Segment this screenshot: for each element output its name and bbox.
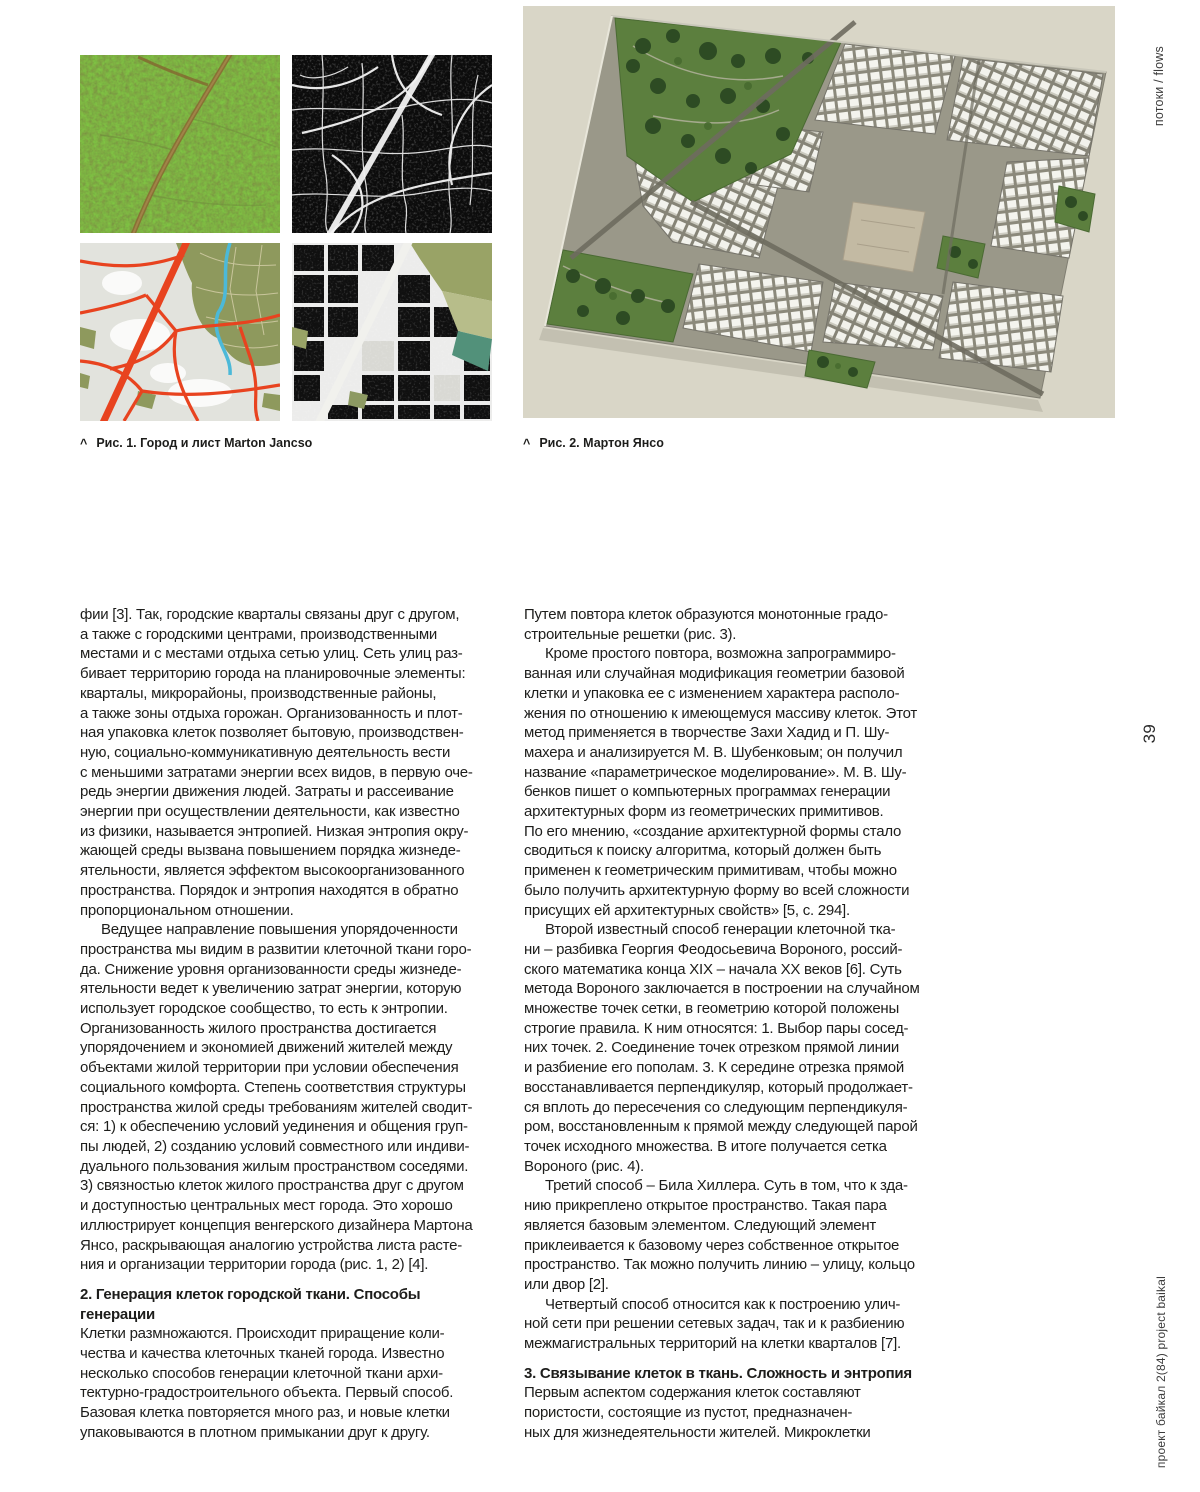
paragraph: Кроме простого повтора, возможна запрограммиро- ванная или случайная модификация геометрии базовой клетки и упаковка ее с изменением характера располо- жения по отношению к имеющемуся массиву клеток. Этот метод применяется в творчестве Захи Хадид и П. Шу- махера и анализируется М. В. Шубенковым; он получил название «параметрическое моделирование». М. В. Шу- бенков пишет о компьютерных программах генерации архитектурных форм из геометрических примитивов. По его мнению, «создание архитектурной формы стало сводиться к поиску алгоритма, который должен быть применен к геометрическим примитивам, чтобы можно было получить архитектурную форму во всей сложности присущих ей архитектурных свойств» [5, с. 294]. [524, 645, 918, 919]
figure-caption-marker: ^ [523, 437, 531, 451]
figure-caption-marker: ^ [80, 437, 88, 451]
paragraph: Ведущее направление повышения упорядоченности пространства мы видим в развитии клеточной ткани горо- да. Снижение уровня организованности среды жизнеде- ятельности ведет к увеличению затрат энергии, которую использует городское сообщество, то есть к энтропии. Организованность жилого пространства достигается упорядочением и экономией движений жителей между объектами жилой территории при условии обеспечения социального комфорта. Степень соответствия структуры пространства жилой среды требованиям жителей сводит- ся: 1) к обеспечению условий уединения и общения груп- пы людей, 2) созданию условий совместного или индиви- дуального пользования жилым пространством соседями. 3) связностью клеток жилого пространства друг с другом и доступностью центральных мест города. Это хорошо иллюстрирует концепция венгерского дизайнера Мартона Янсо, раскрывающая аналогию устройства листа расте- ния и организации территории города (рис. 1, 2) [4]. [80, 921, 473, 1274]
paragraph: Первым аспектом содержания клеток составляют пористости, состоящие из пустот, предназначен- ных для жизнедеятельности жителей. Микроклетки [524, 1384, 871, 1441]
paragraph: Третий способ – Била Хиллера. Суть в том, что к зда- нию прикреплено открытое пространство. Такая пара является базовым элементом. Следующий элемент приклеивается к базовому через собственное открытое пространство. Так можно получить линию – улицу, кольцо или двор [2]. [524, 1177, 915, 1293]
margin-label-rubric: потоки / flows [1152, 46, 1166, 127]
fig1-panel-city-blocks-map [292, 243, 492, 421]
margin-label-journal: проект байкал 2(84) project baikal [1154, 1276, 1168, 1469]
page-number: 39 [1140, 724, 1159, 744]
fig1-panel-leaf-vein-network [292, 55, 492, 233]
figure-1-grid [80, 55, 492, 421]
paragraph: фии [3]. Так, городские кварталы связаны друг с другом, а также с городскими центрами, производственными местами и с местами отдыха сетью улиц. Сеть улиц раз- бивает территорию города на планировочные элементы: кварталы, микрорайоны, производственные районы, а также зоны отдыха горожан. Организованность и плот- ная упаковка клеток позволяет бытовую, производствен- ную, социально-коммуникативную деятельность вести с меньшими затратами энергии всех видов, в первую оче- редь энергии движения людей. Затраты и рассеивание энергии при осуществлении деятельности, как известно из физики, называется энтропией. Низкая энтропия окру- жающей среды вызвана повышением порядка жизнеде- ятельности, является эффектом высокоорганизованного пространства. Порядок и энтропия находятся в обратно пропорциональном отношении. [80, 606, 473, 919]
figure-2-caption-text: Рис. 2. Мартон Янсо [539, 436, 664, 450]
text-column-right [524, 605, 958, 1443]
figure-2-image [523, 6, 1115, 418]
fig1-panel-leaf-photo [80, 55, 280, 233]
paragraph: Путем повтора клеток образуются монотонные градо- строительные решетки (рис. 3). [524, 606, 888, 643]
figure-2-caption [523, 436, 664, 450]
paragraph: Четвертый способ относится как к построению улич- ной сети при решении сетевых задач, так и к разбиению межмагистральных территорий на клетки кварталов [7]. [524, 1295, 905, 1353]
figure-1-caption [80, 436, 312, 450]
section-heading: 2. Генерация клеток городской ткани. Способы генерации [80, 1285, 421, 1323]
fig1-panel-city-map-red-roads [80, 243, 280, 421]
text-column-left [80, 605, 504, 1443]
section-heading: 3. Связывание клеток в ткань. Сложность и энтропия [524, 1364, 912, 1382]
figure-1-caption-text: Рис. 1. Город и лист Marton Jancso [96, 436, 313, 450]
paragraph: Клетки размножаются. Происходит приращение коли- чества и качества клеточных тканей города. Известно несколько способов генерации клеточной ткани архи- тектурно-градостроительного объекта. Первый способ. Базовая клетка повторяется много раз, и новые клетки упаковываются в плотном примыкании друг к другу. [80, 1325, 454, 1441]
paragraph: Второй известный способ генерации клеточной тка- ни – разбивка Георгия Феодосьевича Вороного, россий- ского математика конца XIX – начала XX веков [6]. Суть метода Вороного заключается в построении на случайном множестве точек сетки, в геометрию которой положены строгие правила. К ним относятся: 1. Выбор пары сосед- них точек. 2. Соединение точек отрезком прямой линии и разбиение его пополам. 3. К середине отрезка прямой восстанавливается перпендикуляр, который продолжает- ся вплоть до пересечения со следующим перпендикуля- ром, восстановленным к прямой между следующей парой точек исходного множества. В итоге получается сетка Вороного (рис. 4). [524, 921, 920, 1175]
